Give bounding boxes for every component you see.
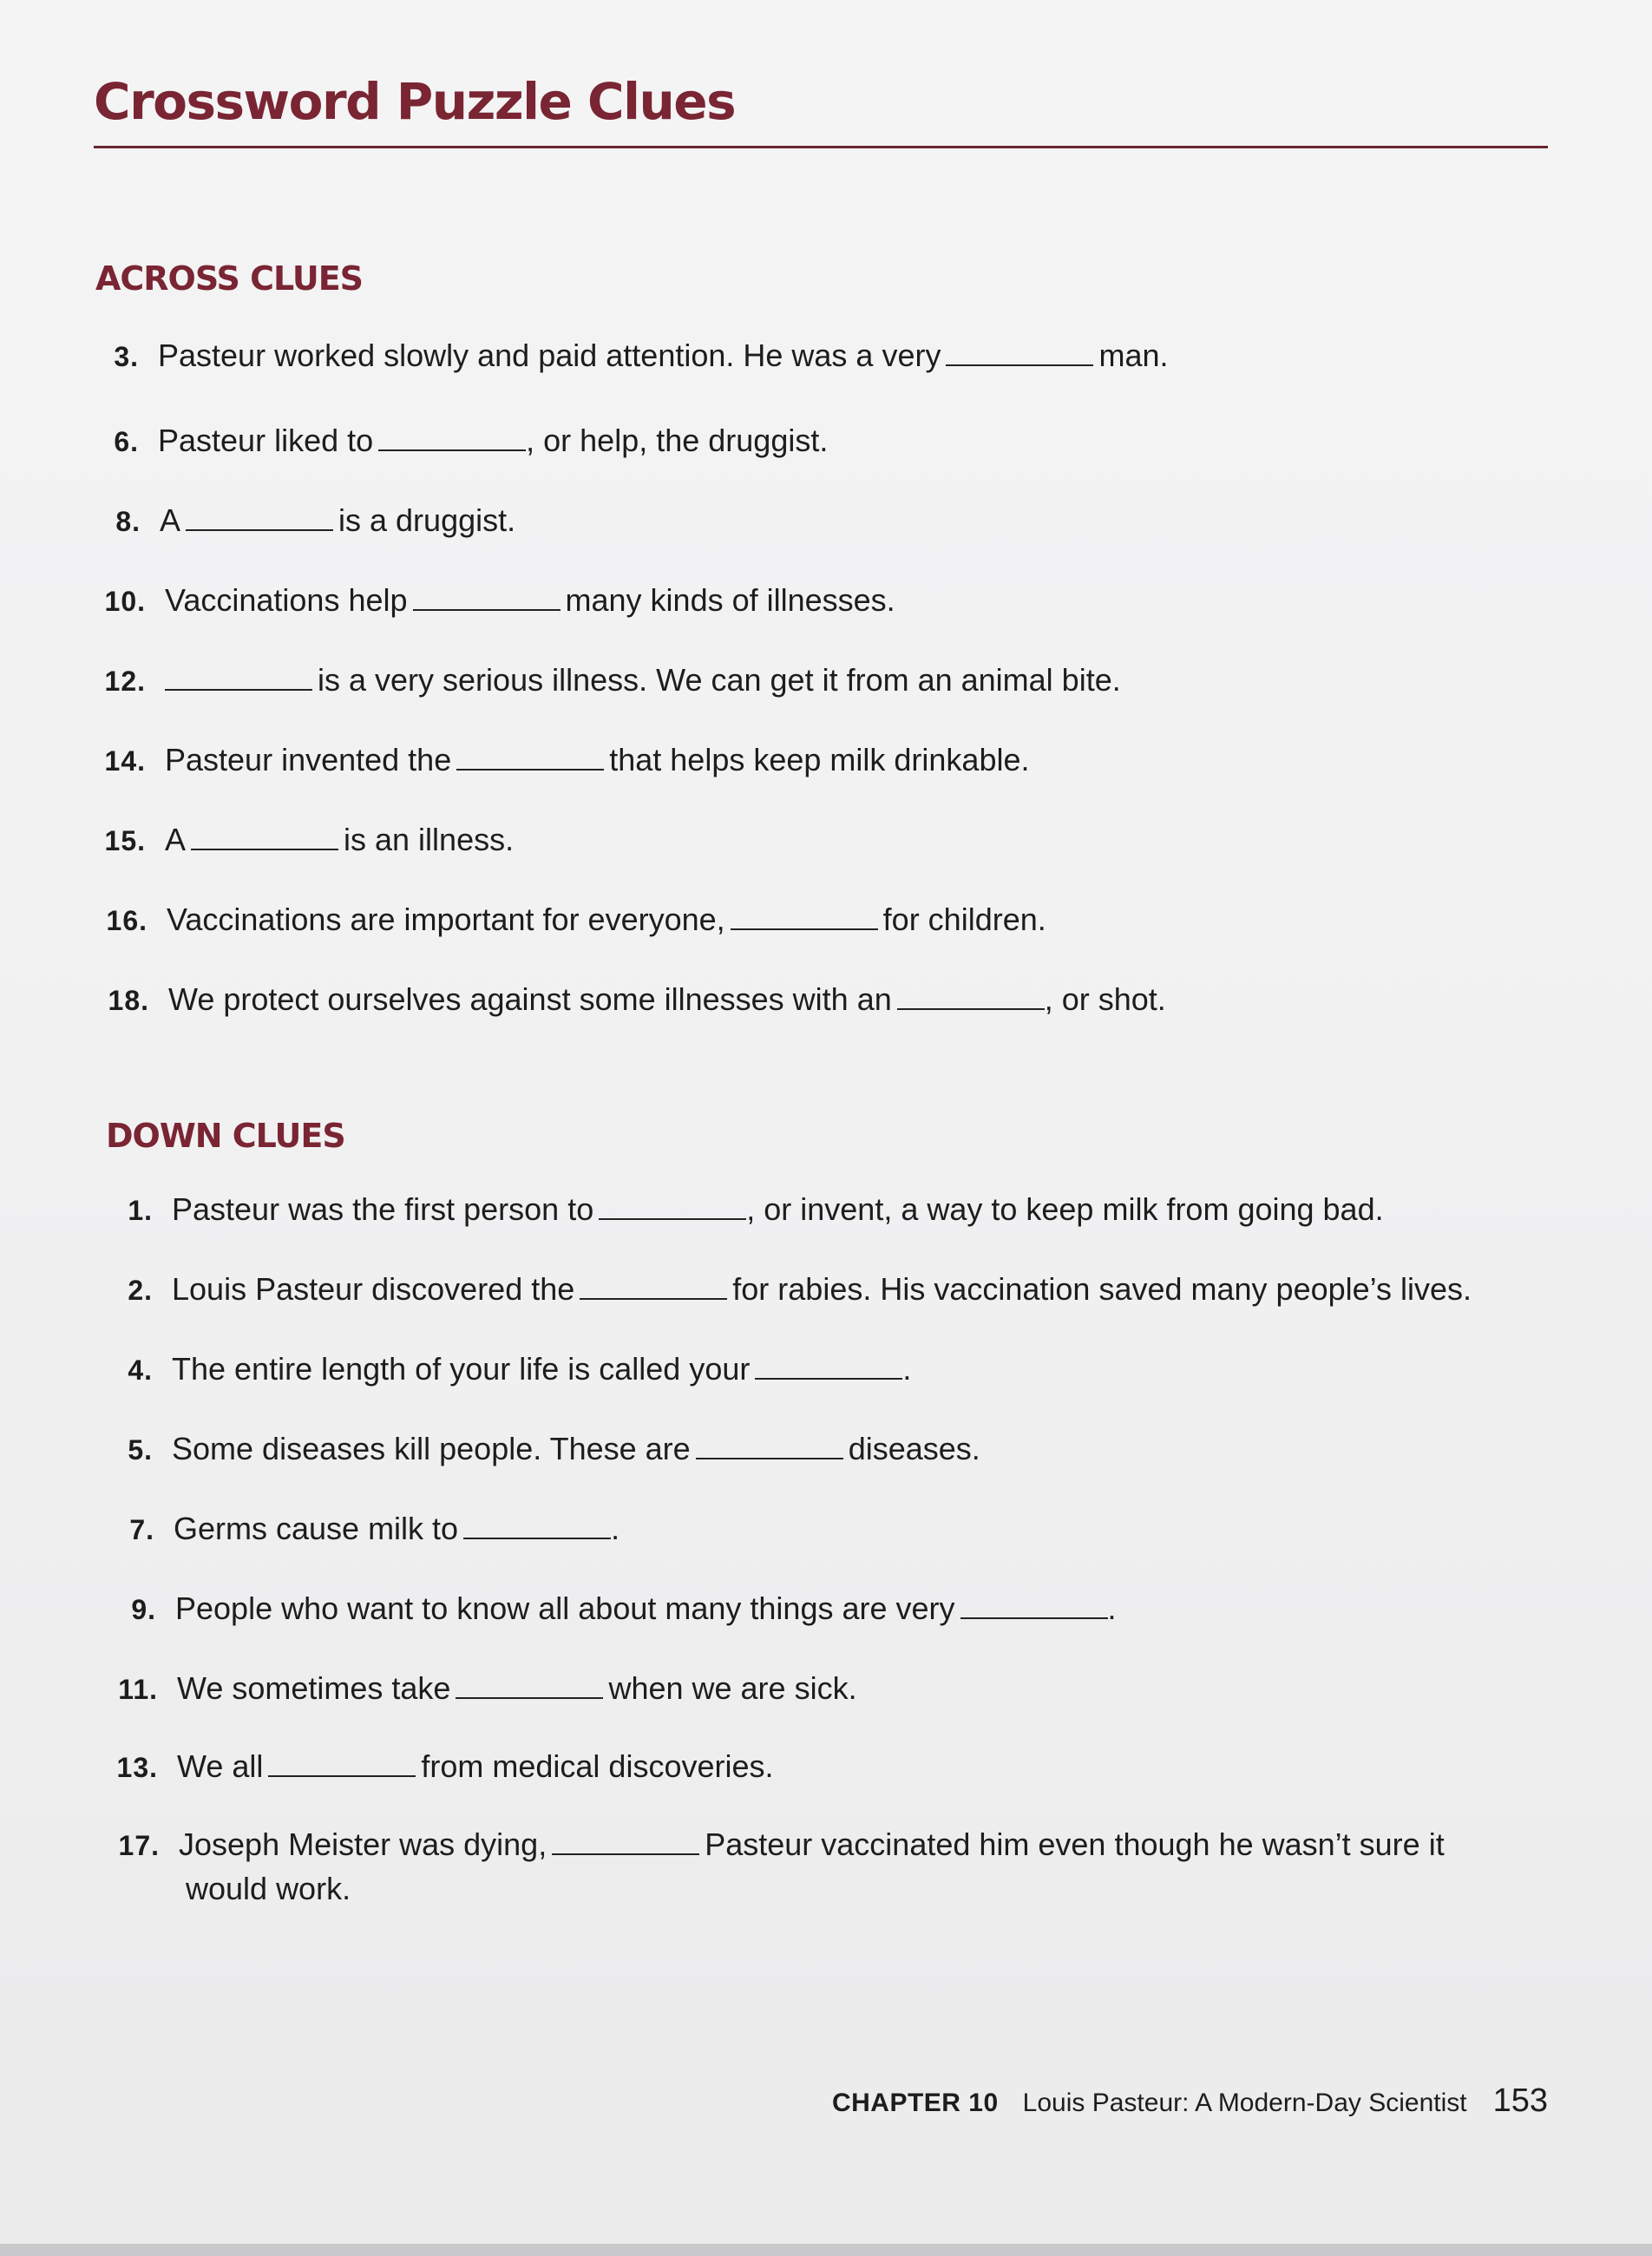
clue-text-before: Pasteur worked slowly and paid attention. He was a very	[158, 338, 941, 373]
answer-blank	[960, 1591, 1108, 1619]
clue-number: 11.	[118, 1674, 158, 1705]
clue-text-before: Vaccinations help	[165, 582, 408, 618]
down-clue-5	[106, 1426, 980, 1472]
across-clue-18	[94, 977, 1166, 1023]
answer-blank	[755, 1352, 902, 1380]
clue-text-before: We sometimes take	[177, 1670, 451, 1706]
clue-number: 3.	[114, 341, 139, 372]
down-clue-13	[106, 1744, 774, 1790]
clue-text-after: is a very serious illness. We can get it from an animal bite.	[318, 662, 1121, 698]
answer-blank	[413, 583, 560, 611]
chapter-title: Louis Pasteur: A Modern-Day Scientist	[1022, 2089, 1467, 2117]
clue-number: 10.	[104, 586, 146, 617]
down-clue-2	[106, 1267, 1472, 1313]
across-clue-16	[94, 897, 1046, 943]
clue-text-before: Pasteur was the first person to	[172, 1191, 594, 1227]
answer-blank	[599, 1192, 746, 1220]
clue-number: 6.	[114, 426, 139, 457]
answer-blank	[731, 902, 878, 930]
down-clue-9	[106, 1586, 1117, 1632]
clue-text-before: Some diseases kill people. These are	[172, 1431, 691, 1466]
clue-text-after: for children.	[882, 902, 1046, 937]
clue-number: 16.	[106, 905, 148, 936]
clue-text-after: , or invent, a way to keep milk from going bad.	[746, 1191, 1384, 1227]
clue-text-before: Pasteur liked to	[158, 423, 374, 458]
clue-text-after: is an illness.	[344, 822, 515, 857]
answer-blank	[186, 503, 333, 531]
down-clue-1	[106, 1187, 1384, 1233]
clue-text-after: diseases.	[848, 1431, 980, 1466]
answer-blank	[552, 1827, 699, 1855]
clue-text-before: We all	[177, 1748, 264, 1784]
clue-number: 9.	[131, 1594, 156, 1625]
answer-blank	[456, 743, 604, 771]
clue-text-before: Vaccinations are important for everyone,	[167, 902, 725, 937]
clue-text-after: Pasteur vaccinated him even though he wasn’t sure it	[705, 1826, 1445, 1862]
down-clue-17-continuation: would work.	[186, 1871, 351, 1906]
down-clue-17	[106, 1822, 1445, 1868]
answer-blank	[456, 1671, 603, 1699]
clue-number: 15.	[104, 825, 146, 856]
across-clue-3	[94, 333, 1169, 379]
clue-text-after: many kinds of illnesses.	[565, 582, 895, 618]
page-number: 153	[1492, 2082, 1548, 2119]
clue-text-after: , or help, the druggist.	[526, 423, 829, 458]
clue-text-after: that helps keep milk drinkable.	[609, 742, 1030, 777]
clue-text-after: is a druggist.	[338, 502, 516, 538]
across-clue-12	[94, 658, 1121, 704]
clue-text-before: People who want to know all about many things are very	[175, 1590, 955, 1626]
answer-blank	[580, 1272, 727, 1300]
clue-text-before: A	[160, 502, 181, 538]
clue-number: 7.	[129, 1514, 154, 1545]
answer-blank	[946, 338, 1093, 366]
across-clue-8	[94, 498, 515, 544]
clue-text-before: Pasteur invented the	[165, 742, 452, 777]
chapter-label: CHAPTER 10	[831, 2089, 999, 2117]
clue-text-before: We protect ourselves against some illnesses with an	[168, 981, 892, 1017]
clue-number: 12.	[104, 666, 146, 697]
clue-text-before: Louis Pasteur discovered the	[172, 1271, 575, 1307]
clue-number: 8.	[115, 506, 141, 537]
answer-blank	[696, 1432, 843, 1459]
clue-number: 18.	[108, 985, 149, 1016]
clue-text-before: Joseph Meister was dying,	[179, 1826, 547, 1862]
clue-text-after: from medical discoveries.	[421, 1748, 774, 1784]
page-bottom-edge	[0, 2244, 1652, 2256]
title-divider	[94, 146, 1548, 148]
answer-blank	[378, 423, 526, 451]
clue-text-after: , or shot.	[1044, 981, 1166, 1017]
clue-text-after: .	[611, 1511, 620, 1546]
clue-number: 1.	[128, 1195, 153, 1226]
answer-blank	[165, 663, 312, 691]
clue-text-before: Germs cause milk to	[174, 1511, 459, 1546]
clue-number: 5.	[128, 1434, 153, 1466]
clue-number: 13.	[116, 1752, 158, 1783]
across-clue-15	[94, 817, 514, 863]
answer-blank	[897, 982, 1045, 1010]
across-clue-6	[94, 418, 828, 464]
across-heading: ACROSS CLUES	[95, 259, 364, 298]
clue-number: 2.	[128, 1275, 153, 1306]
clue-number: 4.	[128, 1354, 153, 1386]
down-heading: DOWN CLUES	[106, 1117, 345, 1155]
across-clue-10	[94, 578, 895, 624]
answer-blank	[268, 1749, 416, 1777]
page-footer	[832, 2082, 1548, 2120]
clue-text-after: when we are sick.	[608, 1670, 857, 1706]
clue-text-before: A	[165, 822, 187, 857]
clue-number: 14.	[104, 745, 146, 777]
answer-blank	[463, 1512, 611, 1539]
down-clue-7	[106, 1506, 620, 1552]
clue-text-after: for rabies. His vaccination saved many people’s lives.	[732, 1271, 1472, 1307]
down-clue-11	[106, 1666, 857, 1712]
clue-text-after: man.	[1098, 338, 1169, 373]
down-clue-4	[106, 1347, 911, 1393]
clue-number: 17.	[118, 1830, 160, 1861]
answer-blank	[191, 823, 338, 850]
across-clue-14	[94, 738, 1030, 784]
page-title: Crossword Puzzle Clues	[94, 72, 736, 131]
clue-text-before: The entire length of your life is called your	[172, 1351, 751, 1387]
clue-text-after: .	[1107, 1590, 1117, 1626]
clue-text-after: .	[902, 1351, 912, 1387]
